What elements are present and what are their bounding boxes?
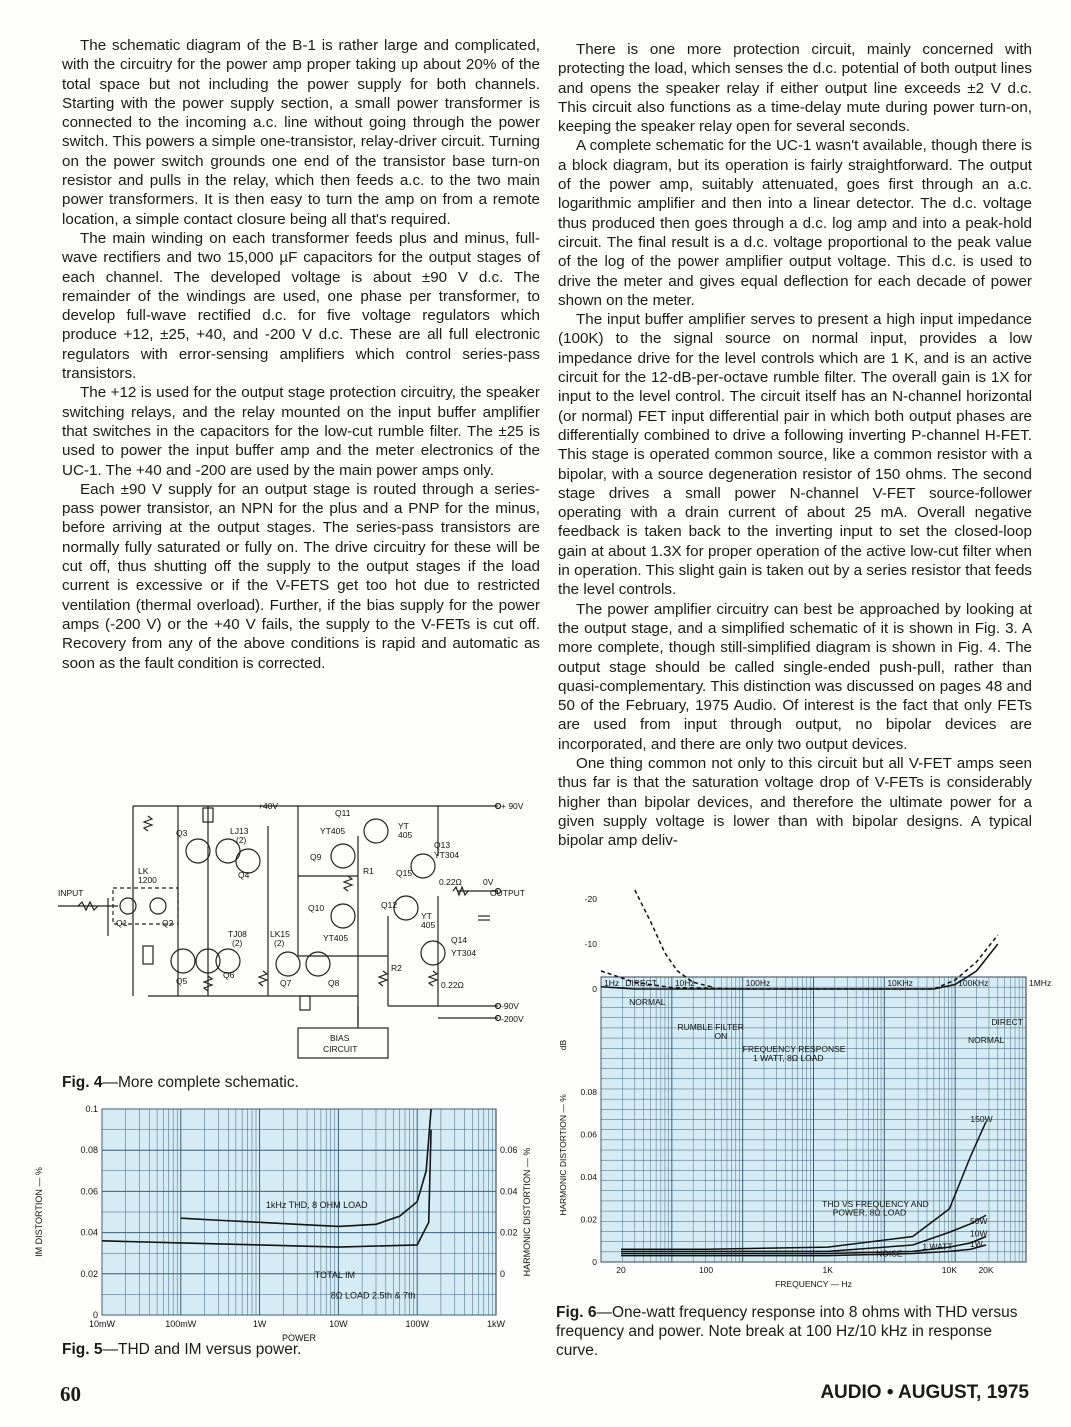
label-tj08-n: (2) [232,938,243,948]
fig6-annotation-rumble: RUMBLE FILTER [677,1022,744,1032]
label-circuit: CIRCUIT [323,1044,358,1054]
fig6-top-y-tick: -10 [584,939,597,949]
label-q9: Q9 [310,852,322,862]
label-q11: Q11 [335,808,351,818]
label-input: INPUT [58,888,84,898]
fig5-x-tick: 100W [405,1319,429,1329]
fig6-annotation-direct-2: DIRECT [991,1017,1023,1027]
label-q7: Q7 [280,978,292,988]
label-q6: Q6 [223,970,235,980]
label-q14: Q14 [451,935,468,945]
fig6-annotation-thd-load: POWER, 8Ω LOAD [832,1207,907,1218]
page-number: 60 [60,1382,81,1406]
label-q1: Q1 [116,918,128,928]
label-plus90: + 90V [501,801,524,811]
label-lj13-n: (2) [236,835,247,845]
fig6-top-x-tick: 10KHz [887,978,913,988]
label-yt304-b: YT304 [451,948,477,958]
fig6-bottom-x-tick: 10K [941,1265,957,1275]
label-bias: BIAS [330,1033,350,1043]
fig6-annotation-1watt: 1 WATT [922,1241,953,1252]
fig6-bottom-y-tick: 0.02 [580,1214,597,1225]
fig6-bottom-y-tick: 0.06 [580,1129,597,1140]
right-paragraph-1: There is one more protection circuit, mainly concerned with protecting the load, which senses the d.c. potential of both output lines and opens the speaker relay if either output line exceeds ±2 V d.c. This circuit also functions as a time-delay mute during power turn-on, keeping the speaker relay open for several seconds. [558,41,1032,136]
label-yt-b: YT [421,911,432,921]
label-tj08: TJ08 [228,929,247,939]
label-minus90: -90V [501,1001,519,1011]
right-column [558,40,1032,850]
fig6-bottom-y-tick: 0 [592,1257,597,1267]
fig4-caption-text: —More complete schematic. [102,1074,299,1091]
left-column [62,36,540,673]
fig6-annotation-on: ON [714,1031,728,1041]
fig6-annotation-150w: 150W [970,1113,993,1124]
fig6-annotation-normal: NORMAL [629,997,666,1007]
fig5-y-tick-left: 0.08 [80,1145,98,1156]
fig5-y-tick-right: 0 [500,1269,506,1279]
label-q12: Q12 [381,900,398,910]
label-0v: 0V [483,877,494,887]
right-paragraph-3: The input buffer amplifier serves to present a high input impedance (100K) to the signal source on normal input, provides a low impedance drive for the level controls which are 1 K, and is an active circuit for the 12-dB-per-octave rumble filter. The overall gain is 1X for input to the level control. The circuit itself has an N-channel horizontal (or normal) FET input differential pair in which both output phases are differentially combined to drive a following inverting P-channel H-FET. This stage is operated common source, like a common resistor with a bipolar, with a source degeneration resistor of 150 ohms. The second stage drives a small power N-channel V-FET source-follower operating with a drain current of about 25 mA. Overall negative feedback is taken back to the inverting input to set the closed-loop gain at about 1.3X for proper operation of the active low-cut filter when in operation. This slight gain is taken out by a series resistor that feeds the level controls. [558,311,1032,599]
label-yt405-a: YT405 [320,826,346,836]
fig6-annotation-1w-load: 1 WATT, 8Ω LOAD [753,1053,824,1063]
label-res-a: 0.22Ω [439,877,462,887]
fig5-chart [30,1097,540,1343]
fig6-bottom-x-tick: 100 [698,1265,714,1275]
fig6-top-x-tick: 1Hz [604,978,620,988]
right-paragraph-4: The power amplifier circuitry can best be approached by looking at the output stage, and a simplified schematic of it is shown in Fig. 3. A more complete, though still-simplified diagram is shown in Fig. 4. The output stage should be called single-ended push-pull, rather than quasi-complementary. This distinction was discussed on pages 48 and 50 of the February, 1975 Audio. Of interest is the fact that only FETs are used from input through output, no bipolar devices are incorporated, and there are only two output devices. [558,600,1032,753]
fig5-annotation-load: 8Ω LOAD 2.5th & 7th [330,1290,416,1301]
fig4-caption-label: Fig. 4 [62,1074,103,1091]
label-q13: Q13 [434,840,451,850]
fig6-caption [556,1303,1026,1360]
fig5-y-label-right: HARMONIC DISTORTION — % [522,1147,532,1277]
label-r1: R1 [363,866,374,876]
fig5-caption-label: Fig. 5 [62,1341,103,1358]
fig4-caption [62,1073,299,1092]
fig6-annotation-50w: 50W [970,1215,988,1226]
label-q15: Q15 [396,868,413,878]
fig5-y-tick-left: 0.04 [80,1227,98,1238]
label-yt-a: YT [398,821,409,831]
fig4-schematic [58,796,540,1068]
left-paragraph-2: The main winding on each transformer feeds plus and minus, full-wave rectifiers and two 15,000 µF capacitors for the output stages of each channel. The developed voltage is about ±90 V d.c. The remainder of the windings are used, one phase per transformer, to develop full-wave rectified d.c. for five voltage regulators which produce +12, ±25, +40, and -200 V d.c. These are all full electronic regulators with error-sensing amplifiers which control series-pass transistors. [62,229,540,383]
footer-title: AUDIO • AUGUST, 1975 [820,1382,1029,1403]
fig5-x-tick: 10W [329,1319,348,1329]
label-yt-b2: 405 [421,920,436,930]
label-q5: Q5 [176,976,188,986]
fig5-x-label: POWER [281,1333,317,1343]
label-lk: LK [138,866,149,876]
fig6-x-label: FREQUENCY — Hz [775,1279,852,1289]
label-q3: Q3 [176,828,188,838]
label-yt-a2: 405 [398,830,413,840]
fig5-annotation-thd: 1kHz THD, 8 OHM LOAD [265,1200,368,1210]
fig6-top-y-tick: 0 [592,984,597,994]
fig5-caption [62,1340,301,1359]
fig6-y-label-top: dB [558,1039,568,1051]
label-lk15-n: (2) [274,938,285,948]
label-lk15: LK15 [270,929,290,939]
label-q2: Q2 [162,918,174,928]
fig6-top-x-tick: 10Hz [674,978,695,988]
fig6-annotation-noise: NOISE [876,1248,903,1259]
label-yt405-b: YT405 [323,933,349,943]
fig5-y-tick-left: 0 [92,1310,98,1320]
fig6-annotation-freq-resp: FREQUENCY RESPONSE [742,1044,846,1054]
fig6-top-x-tick: 1MHz [1029,978,1052,988]
fig5-y-label-left: IM DISTORTION — % [34,1167,44,1257]
fig5-x-tick: 100mW [165,1319,197,1329]
fig5-annotation-im: TOTAL IM [314,1269,356,1280]
fig5-x-tick: 1kW [487,1319,505,1329]
right-paragraph-5: One thing common not only to this circuit but all V-FET amps seen thus far is that the saturation voltage drop of V-FETs is considerably higher than bipolar devices, and therefore the ultimate power for a given supply voltage is lower than with bipolar designs. A typical bipolar amp deliv- [558,754,1032,850]
fig6-bottom-x-tick: 20 [616,1265,626,1275]
fig6-chart [556,894,1052,1295]
fig5-caption-text: —THD and IM versus power. [102,1341,302,1358]
fig6-annotation-1w: 1W [970,1239,983,1250]
label-output: OUTPUT [490,888,525,898]
label-minus200: -200V [501,1014,524,1024]
fig5-y-tick-right: 0.04 [500,1186,518,1197]
fig6-bottom-x-tick: 1K [822,1265,833,1275]
label-plus40: +40V [258,801,279,811]
fig5-y-tick-right: 0.02 [500,1227,518,1238]
label-lk-val: 1200 [138,875,157,885]
fig6-annotation-normal-2: NORMAL [968,1035,1005,1045]
label-r2: R2 [391,963,402,973]
fig6-y-label-bottom: HARMONIC DISTORTION — % [558,1094,568,1216]
label-lj13: LJ13 [230,826,249,836]
label-q10: Q10 [308,903,325,913]
left-paragraph-4: Each ±90 V supply for an output stage is routed through a series-pass power transistor, an NPN for the plus and a PNP for the minus, before arriving at the output stages. The series-pass transistors are normally fully saturated or fully on. The drive circuitry for these will be cut off, thus shutting off the supply to the output stages if the load current is excessive or if the V-FETS get too hot due to restricted ventilation (thermal overload). Further, if the bias supply for the power amps (-200 V) or the +40 V fails, the supply to the V-FETs is cut off. Recovery from any of the above conditions is rapid and automatic as soon as the fault condition is corrected. [62,480,540,672]
fig5-y-tick-right: 0.06 [500,1145,518,1155]
fig6-bottom-x-tick: 20K [978,1265,994,1275]
fig6-annotation-direct: DIRECT [625,978,657,988]
left-paragraph-1: The schematic diagram of the B-1 is rather large and complicated, with the circuitry for the power amp proper taking up about 20% of the total space but not including the power supply for both channels. Starting with the power supply section, a small power transformer is connected to the incoming a.c. line without going through the power switch. This powers a simple one-transistor, relay-driver circuit. Turning on the power switch grounds one end of the transistor base turn-on resistor and pulls in the relay, which then feeds a.c. to the two main power transformers. It is then easy to turn the amp on from a remote location, a simple contact closure being all that's required. [62,37,540,228]
label-res-b: 0.22Ω [441,980,464,990]
fig6-annotation-thd-title: THD VS FREQUENCY AND [822,1198,929,1209]
fig5-x-tick: 10mW [88,1319,116,1329]
fig6-top-y-tick: -20 [584,894,597,904]
fig6-caption-text: —One-watt frequency response into 8 ohms with THD versus frequency and power. Note break at 100 Hz/10 kHz in response curve. [556,1304,1018,1359]
fig6-annotation-10w: 10W [970,1228,988,1239]
fig5-y-tick-left: 0.1 [85,1104,98,1114]
fig6-top-x-tick: 100Hz [745,978,771,988]
left-paragraph-3: The +12 is used for the output stage protection circuitry, the speaker switching relays, and the relay mounted on the input buffer amplifier that switches in the capacitors for the low-cut rumble filter. The ±25 is used to power the input buffer amp and the meter electronics of the UC-1. The +40 and -200 are used by the main power amps only. [62,384,540,479]
label-q4: Q4 [238,870,250,880]
fig6-bottom-y-tick: 0.04 [580,1172,597,1182]
fig6-top-x-tick: 100KHz [958,978,989,988]
fig5-x-tick: 1W [252,1319,267,1329]
fig5-y-tick-left: 0.06 [80,1186,98,1197]
label-yt304-a: YT304 [434,850,460,860]
fig6-caption-label: Fig. 6 [556,1304,597,1321]
right-paragraph-2: A complete schematic for the UC-1 wasn't available, though there is a block diagram, but its operation is fairly straightforward. The output of the power amp, suitably attenuated, goes first through an a.c. logarithmic amplifier and then into a linear detector. The d.c. voltage thus produced then goes through a d.c. log amp and into a peak-hold circuit. The final result is a d.c. voltage proportional to the peak value of the log of the power amplifier output voltage. This d.c. is used to drive the meter and gives equal deflection for each decade of power shown on the meter. [558,137,1032,309]
fig5-y-tick-left: 0.02 [80,1268,98,1279]
label-q8: Q8 [328,978,340,988]
fig6-bottom-y-tick: 0.08 [580,1087,597,1097]
fig6-series-3 [635,890,715,988]
